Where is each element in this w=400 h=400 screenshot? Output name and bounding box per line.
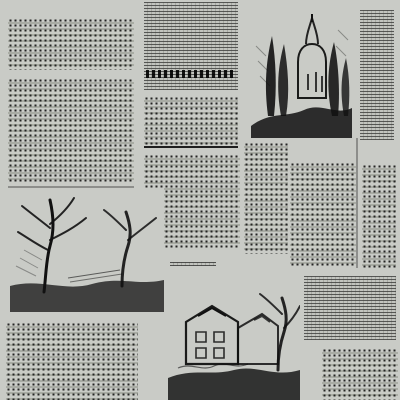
cathedral-sketch bbox=[246, 6, 356, 138]
text-block-top-right-1 bbox=[360, 10, 394, 140]
text-block-center-right-1 bbox=[244, 142, 288, 254]
text-block-center-right-2 bbox=[290, 162, 356, 266]
rule-2 bbox=[356, 138, 358, 268]
country-house-sketch bbox=[168, 266, 300, 400]
text-block-bottom-right-2 bbox=[322, 348, 398, 400]
text-block-middle-1 bbox=[144, 96, 238, 146]
text-block-bottom-left-1 bbox=[6, 322, 138, 400]
text-block-top-left-1 bbox=[8, 18, 134, 70]
rule-1 bbox=[144, 146, 238, 148]
text-block-right-tall bbox=[362, 164, 396, 268]
headline-bar-middle bbox=[146, 70, 236, 78]
text-block-top-left-2 bbox=[8, 78, 134, 184]
bare-tree-sketch bbox=[10, 188, 164, 312]
text-block-bottom-right-1 bbox=[304, 276, 396, 340]
